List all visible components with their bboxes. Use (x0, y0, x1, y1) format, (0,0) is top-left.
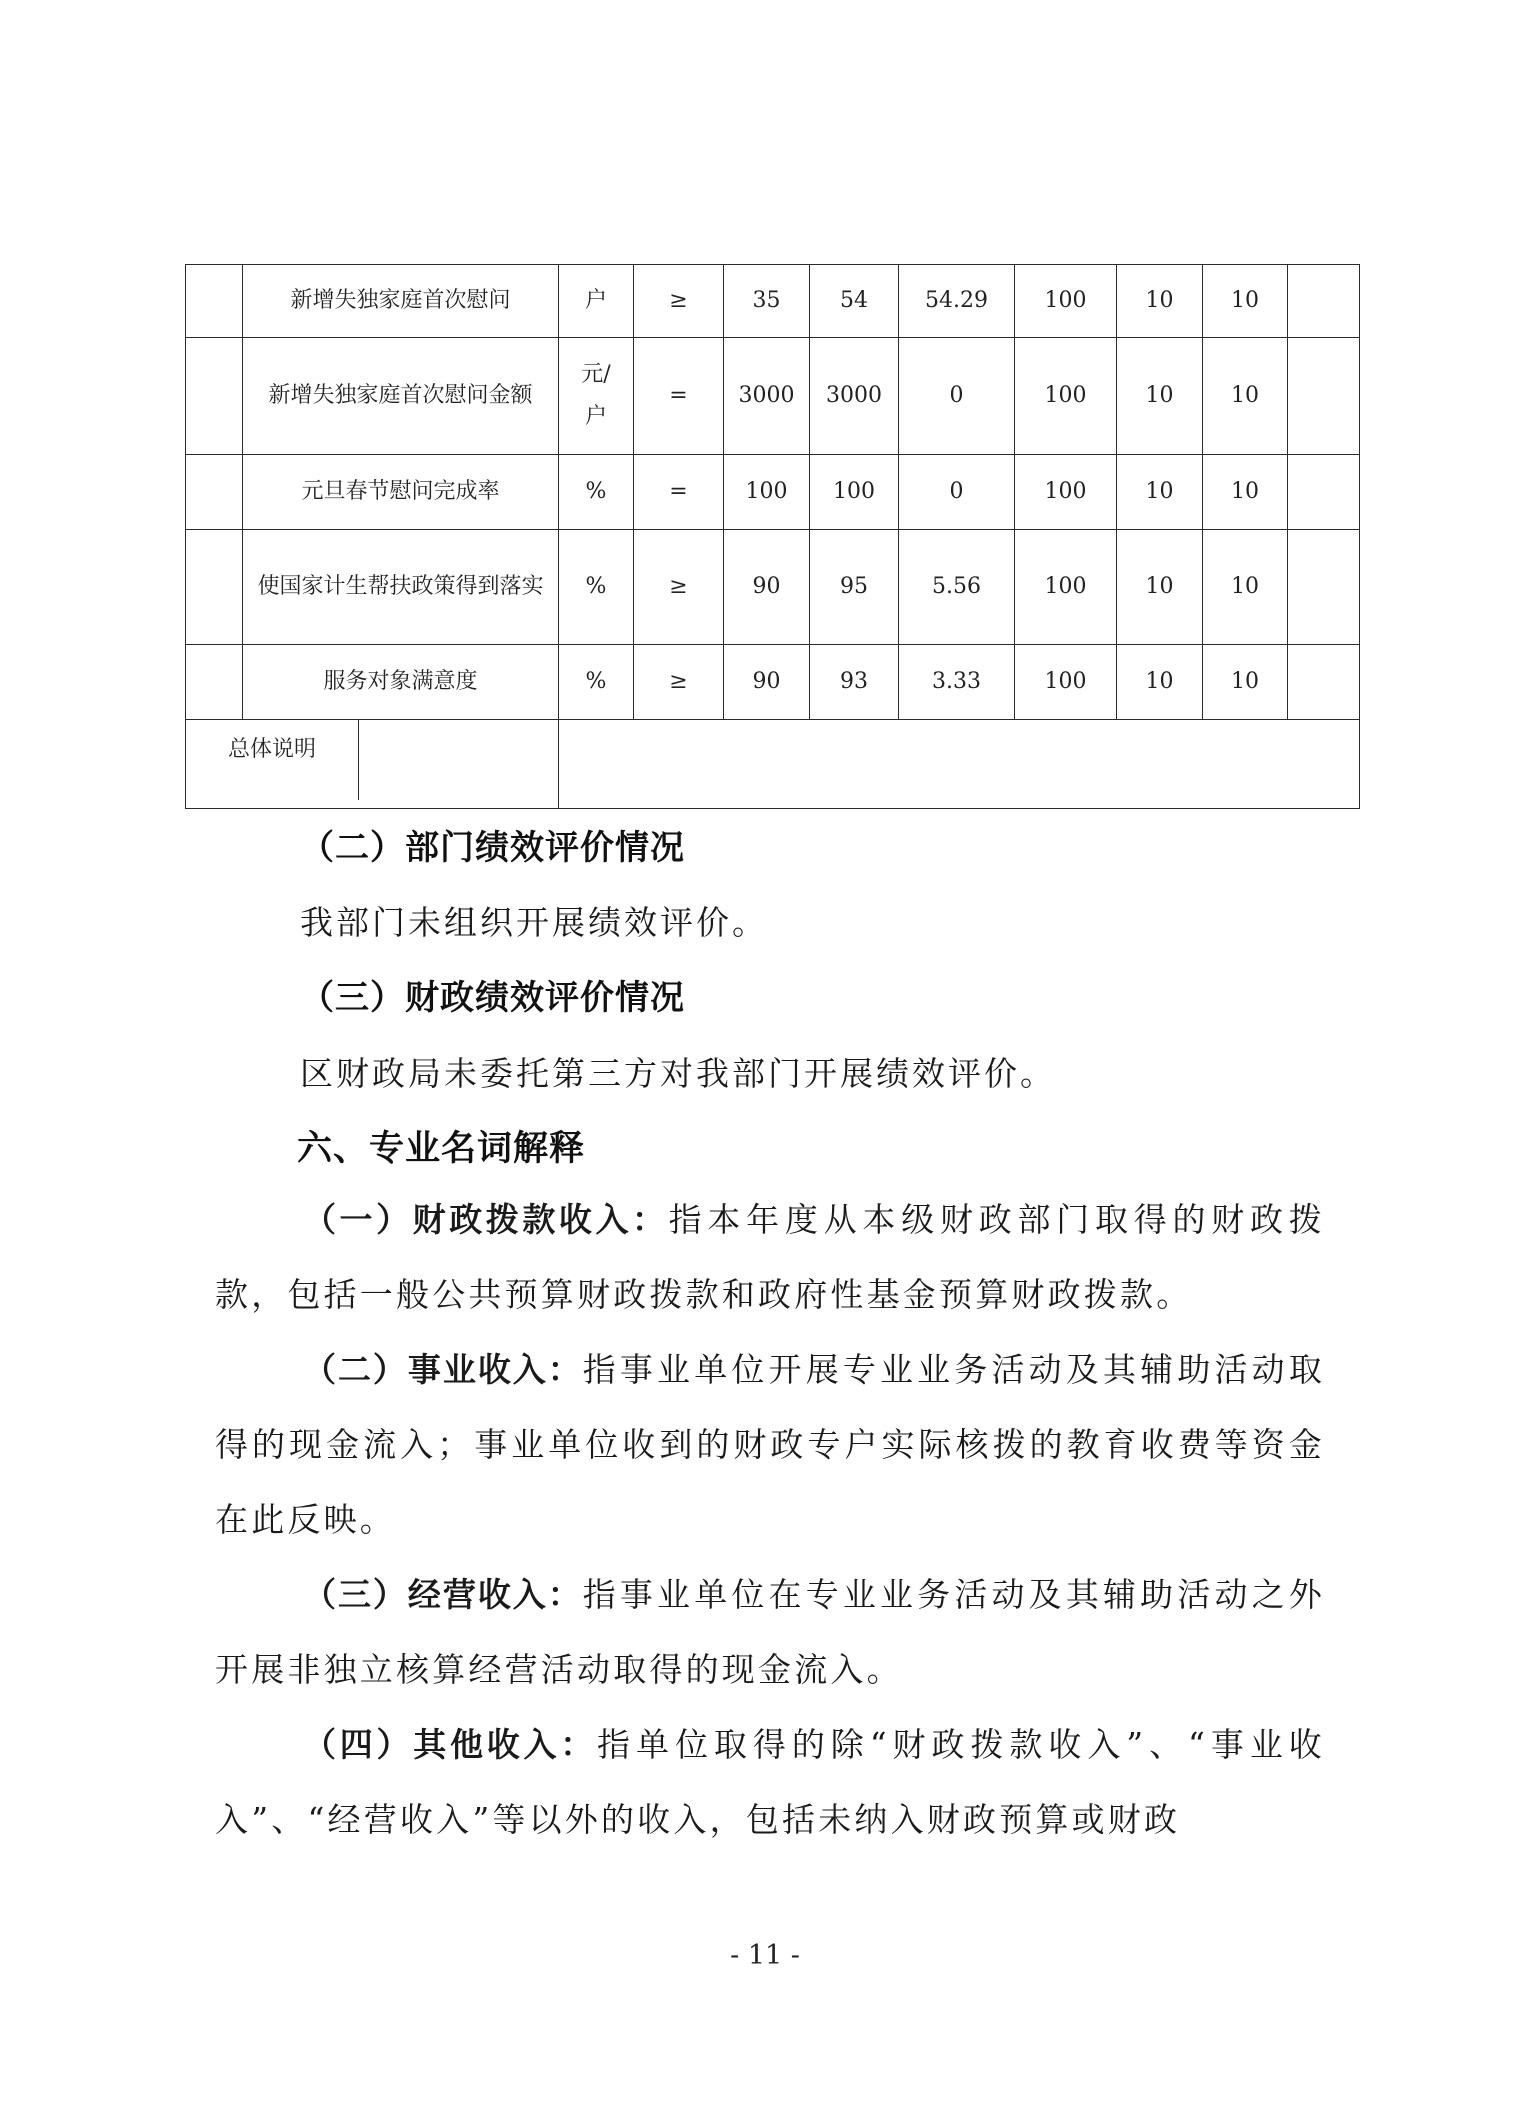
glossary-item (215, 1707, 1325, 1857)
actual-cell: 93 (810, 645, 899, 720)
table-row (186, 265, 1360, 338)
summary-label (186, 720, 559, 809)
operator-cell: ≥ (634, 645, 724, 720)
glossary-text: 指事业单位在专业业务活动及其辅助活动之外开展非独立核算经营活动取得的现金流入。 (215, 1575, 1326, 1689)
remark-cell (1288, 530, 1360, 645)
actual-cell: 100 (810, 455, 899, 530)
glossary-heading: 六、专业名词解释 (297, 1129, 586, 1169)
actual-cell: 54 (810, 265, 899, 338)
deviation-cell: 3.33 (899, 645, 1015, 720)
weight-cell: 10 (1117, 265, 1203, 338)
target-cell: 3000 (724, 338, 810, 455)
summary-value-start (358, 720, 558, 800)
fin-eval-text: 区财政局未委托第三方对我部门开展绩效评价。 (300, 1054, 1056, 1093)
summary-row (186, 720, 1360, 809)
glossary-text: 指事业单位开展专业业务活动及其辅助活动取得的现金流入；事业单位收到的财政专户实际核拨的教育收费等资金在此反映。 (215, 1350, 1326, 1539)
dept-eval-text: 我部门未组织开展绩效评价。 (300, 903, 768, 942)
weight-cell: 10 (1117, 338, 1203, 455)
indicator-name-cell: 元旦春节慰问完成率 (243, 455, 559, 530)
unit-cell: % (559, 530, 634, 645)
unit-cell: 户 (559, 265, 634, 338)
category-cell (186, 265, 243, 338)
fin-eval-heading: （三）财政绩效评价情况 (300, 978, 685, 1018)
operator-cell: = (634, 455, 724, 530)
category-cell (186, 338, 243, 455)
target-cell: 90 (724, 645, 810, 720)
deviation-cell: 0 (899, 455, 1015, 530)
glossary-item (215, 1182, 1325, 1332)
table-row (186, 645, 1360, 720)
performance-indicator-table (185, 264, 1360, 809)
rate-cell: 100 (1015, 455, 1117, 530)
operator-cell: = (634, 338, 724, 455)
table-row (186, 530, 1360, 645)
table-row (186, 455, 1360, 530)
glossary-term: （二）事业收入： (303, 1350, 583, 1389)
rate-cell: 100 (1015, 265, 1117, 338)
glossary-term: （一）财政拨款收入： (303, 1200, 669, 1239)
indicator-name-cell: 新增失独家庭首次慰问 (243, 265, 559, 338)
indicator-name-cell: 使国家计生帮扶政策得到落实 (243, 530, 559, 645)
score-cell: 10 (1203, 338, 1288, 455)
category-cell (186, 455, 243, 530)
indicator-name-cell: 服务对象满意度 (243, 645, 559, 720)
score-cell: 10 (1203, 265, 1288, 338)
summary-value-cell (559, 720, 1360, 809)
score-cell: 10 (1203, 645, 1288, 720)
deviation-cell: 0 (899, 338, 1015, 455)
remark-cell (1288, 265, 1360, 338)
unit-cell: % (559, 645, 634, 720)
indicator-name-cell: 新增失独家庭首次慰问金额 (243, 338, 559, 455)
page-number: - 11 - (730, 1940, 800, 1971)
remark-cell (1288, 645, 1360, 720)
deviation-cell: 54.29 (899, 265, 1015, 338)
operator-cell: ≥ (634, 530, 724, 645)
glossary-term: （四）其他收入： (303, 1725, 598, 1764)
glossary-item (215, 1557, 1325, 1707)
deviation-cell: 5.56 (899, 530, 1015, 645)
weight-cell: 10 (1117, 530, 1203, 645)
glossary-text: 指单位取得的除“财政拨款收入”、“事业收入”、“经营收入”等以外的收入，包括未纳入财政预算或财政 (215, 1725, 1325, 1839)
rate-cell: 100 (1015, 645, 1117, 720)
score-cell: 10 (1203, 455, 1288, 530)
summary-label-text: 总体说明 (227, 737, 316, 762)
actual-cell: 3000 (810, 338, 899, 455)
weight-cell: 10 (1117, 455, 1203, 530)
target-cell: 100 (724, 455, 810, 530)
target-cell: 35 (724, 265, 810, 338)
weight-cell: 10 (1117, 645, 1203, 720)
category-cell (186, 530, 243, 645)
rate-cell: 100 (1015, 530, 1117, 645)
glossary-term: （三）经营收入： (303, 1575, 583, 1614)
glossary-text: 指本年度从本级财政部门取得的财政拨款，包括一般公共预算财政拨款和政府性基金预算财政拨款。 (215, 1200, 1326, 1314)
table-row (186, 338, 1360, 455)
rate-cell: 100 (1015, 338, 1117, 455)
glossary-item (215, 1332, 1325, 1557)
unit-cell: 元/户 (559, 338, 634, 455)
score-cell: 10 (1203, 530, 1288, 645)
operator-cell: ≥ (634, 265, 724, 338)
unit-cell: % (559, 455, 634, 530)
actual-cell: 95 (810, 530, 899, 645)
dept-eval-heading: （二）部门绩效评价情况 (300, 828, 685, 868)
target-cell: 90 (724, 530, 810, 645)
remark-cell (1288, 338, 1360, 455)
category-cell (186, 645, 243, 720)
remark-cell (1288, 455, 1360, 530)
